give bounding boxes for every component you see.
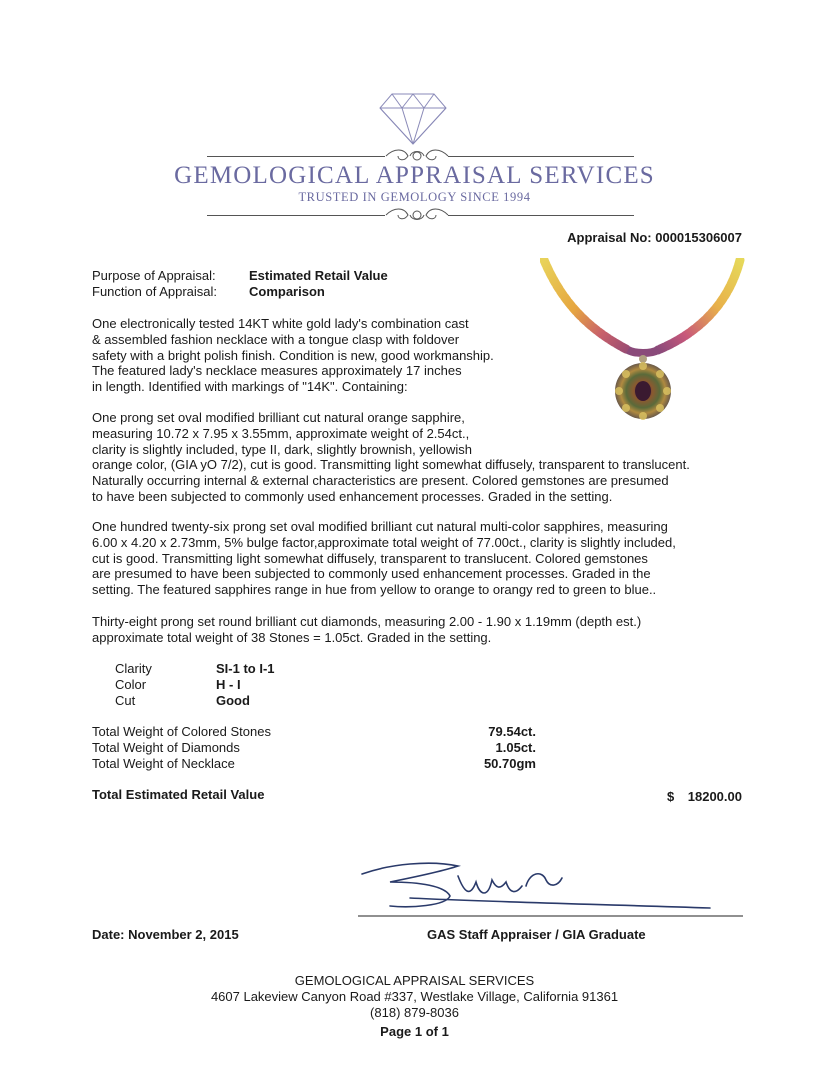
retail-currency: $ (667, 789, 675, 804)
page-number: Page 1 of 1 (380, 1024, 449, 1039)
footer-phone: (818) 879-8036 (370, 1005, 459, 1020)
signature-image (350, 852, 745, 922)
description-line: in length. Identified with markings of "14K". Containing: (92, 379, 408, 395)
grade-value: SI-1 to I-1 (216, 661, 275, 676)
stone2-line: setting. The featured sapphires range in hue from yellow to orange to orangy red to green to blue.. (92, 582, 657, 598)
diamonds-line: Thirty-eight prong set round brilliant cut diamonds, measuring 2.00 - 1.90 x 1.19mm (depth est.) (92, 614, 642, 629)
header-divider-top-right (448, 156, 634, 157)
company-name: GEMOLOGICAL APPRAISAL SERVICES (174, 162, 655, 189)
function-value: Comparison (249, 284, 325, 299)
header-divider-bottom-left (207, 215, 385, 216)
footer-address: 4607 Lakeview Canyon Road #337, Westlake Village, California 91361 (210, 989, 619, 1004)
header-divider-top-left (207, 156, 385, 157)
stone2-paragraph (92, 519, 676, 598)
description-line: & assembled fashion necklace with a tongue clasp with foldover (92, 331, 460, 347)
description-line: safety with a bright polish finish. Condition is new, good workmanship. (92, 347, 494, 363)
description-line: The featured lady's necklace measures approximately 17 inches (92, 363, 462, 379)
stone2-line: 6.00 x 4.20 x 2.73mm, 5% bulge factor,approximate total weight of 77.00ct., clarity is slightly included, (92, 534, 676, 550)
company-tagline: TRUSTED IN GEMOLOGY SINCE 1994 (298, 190, 531, 204)
flourish-ornament-icon (384, 205, 450, 225)
appraisal-date: Date: November 2, 2015 (92, 927, 239, 942)
diamonds-line: approximate total weight of 38 Stones = 1.05ct. Graded in the setting. (92, 629, 492, 645)
diamonds-paragraph (92, 614, 641, 646)
retail-value-label: Total Estimated Retail Value (92, 787, 265, 802)
appraisal-number: Appraisal No: 000015306007 (567, 230, 742, 245)
total-label: Total Weight of Diamonds (92, 740, 240, 755)
description-paragraph (92, 316, 494, 395)
grade-value: Good (216, 693, 250, 708)
total-value: 79.54ct. (488, 724, 536, 739)
stone1-line: clarity is slightly included, type II, dark, slightly brownish, yellowish (92, 441, 473, 457)
total-value: 50.70gm (483, 756, 536, 771)
stone1-paragraph (92, 410, 690, 505)
stone1-line: Naturally occurring internal & external characteristics are present. Colored gemstones are presumed (92, 473, 669, 489)
stone1-line: to have been subjected to commonly used enhancement processes. Graded in the setting. (92, 488, 613, 504)
stone1-line: measuring 10.72 x 7.95 x 3.55mm, approximate weight of 2.54ct., (92, 425, 470, 441)
grade-value: H - I (216, 677, 241, 692)
stone2-line: cut is good. Transmitting light somewhat diffusely, transparent to translucent. Colored gemstones (92, 550, 648, 566)
total-label: Total Weight of Necklace (92, 756, 235, 771)
description-line: One electronically tested 14KT white gold lady's combination cast (92, 316, 469, 331)
grade-label: Cut (115, 693, 136, 708)
header-divider-bottom-right (448, 215, 634, 216)
purpose-label: Purpose of Appraisal: (92, 268, 216, 283)
diamond-logo-icon (378, 92, 448, 146)
footer-company: GEMOLOGICAL APPRAISAL SERVICES (294, 973, 535, 988)
stone2-line: are presumed to have been subjected to commonly used enhancement processes. Graded in the (92, 566, 651, 582)
function-label: Function of Appraisal: (92, 284, 218, 299)
purpose-value: Estimated Retail Value (249, 268, 388, 283)
appraiser-title: GAS Staff Appraiser / GIA Graduate (427, 927, 646, 942)
stone2-line: One hundred twenty-six prong set oval modified brilliant cut natural multi-color sapphires, measuring (92, 519, 668, 534)
retail-amount: 18200.00 (687, 789, 742, 804)
total-value: 1.05ct. (495, 740, 536, 755)
grade-label: Clarity (115, 661, 152, 676)
grade-label: Color (115, 677, 147, 692)
stone1-line: orange color, (GIA yO 7/2), cut is good. Transmitting light somewhat diffusely, transparent to translucent. (92, 457, 690, 473)
total-label: Total Weight of Colored Stones (92, 724, 271, 739)
stone1-line: One prong set oval modified brilliant cut natural orange sapphire, (92, 410, 465, 425)
